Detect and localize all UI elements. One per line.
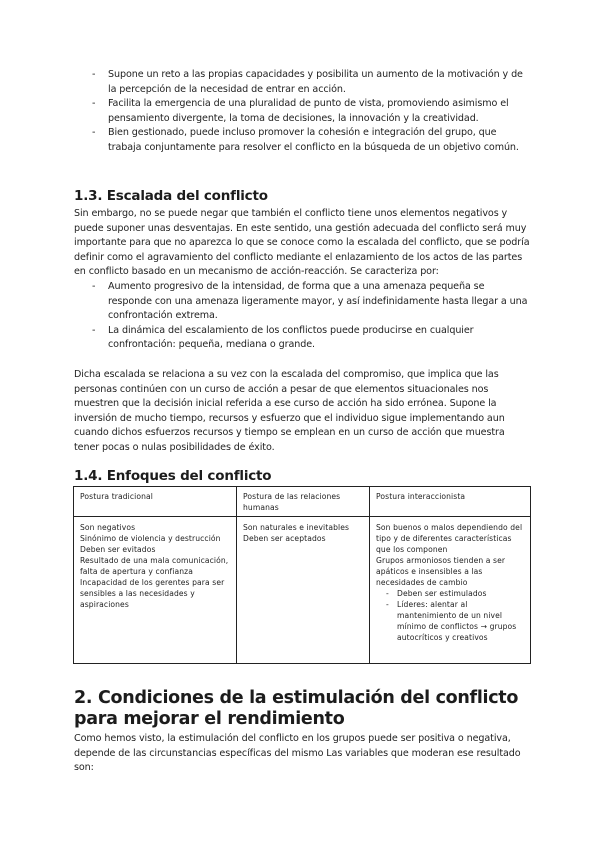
escalada-bullet-list (75, 280, 530, 353)
list-item: - Bien gestionado, puede incluso promover la cohesión e integración del grupo, que trabaja conjuntamente para resolver el conflicto en la búsqueda de un objetivo común. (75, 126, 530, 155)
list-item: - La dinámica del escalamiento de los conflictos puede producirse en cualquier confrontación: pequeña, mediana o grande. (75, 324, 530, 353)
table-header-cell: Postura tradicional (74, 487, 237, 517)
list-item: - Supone un reto a las propias capacidades y posibilita un aumento de la motivación y de la percepción de la necesidad de entrar en acción. (75, 68, 530, 97)
condiciones-paragraph: Como hemos visto, la estimulación del conflicto en los grupos puede ser positiva o negativa, depende de las circunstancias específicas del mismo Las variables que moderan ese resultado son: (74, 733, 521, 774)
compromiso-paragraph: Dicha escalada se relaciona a su vez con la escalada del compromiso, que implica que las personas continúen con un curso de acción a pesar de que elementos situacionales nos muestren que la decisión inicial referida a ese curso de acción ha sido errónea. Supone la inversión de mucho tiempo, recursos y esfuerzo que el individuo sigue implementando aun cuando dichos esfuerzos recursos y tiempo se emplean en un curso de acción que muestra tener pocas o nulas posibilidades de éxito. (74, 369, 505, 453)
escalada-paragraph: Sin embargo, no se puede negar que también el conflicto tiene unos elementos negativos y puede suponer unas desventajas. En este sentido, una gestión adecuada del conflicto será muy importante para que no aparezca lo que se conoce como la escalada del conflicto, que se podría definir como el agravamiento del conflicto mediante el enlazamiento de los actos de las partes en conflicto basado en un mecanismo de acción-reacción. Se caracteriza por: (74, 208, 530, 278)
section-heading-1-3: 1.3. Escalada del conflicto (74, 188, 268, 204)
table-header-cell: Postura interaccionista (370, 487, 531, 517)
section-heading-2: 2. Condiciones de la estimulación del conflicto para mejorar el rendimiento (74, 688, 519, 729)
table-header-cell: Postura de las relaciones humanas (237, 487, 370, 517)
table-row (74, 517, 531, 664)
table-cell-tradicional: Son negativos Sinónimo de violencia y destrucción Deben ser evitados Resultado de una mala comunicación, falta de apertura y confianza Incapacidad de los gerentes para ser sensibles a las necesidades y aspiraciones (74, 517, 237, 664)
list-item: - Facilita la emergencia de una pluralidad de punto de vista, promoviendo asimismo el pensamiento divergente, la toma de decisiones, la innovación y la creatividad. (75, 97, 530, 126)
enfoques-table (73, 486, 531, 664)
list-item: - Líderes: alentar al mantenimiento de un nivel mínimo de conflictos → grupos autocríticos y creativos (376, 599, 524, 643)
list-item: - Deben ser estimulados (376, 588, 524, 599)
intro-bullet-list (75, 68, 530, 156)
table-cell-interaccionista: Son buenos o malos dependiendo del tipo y de diferentes características que los componen Grupos armoniosos tienden a ser apáticos e insensibles a las necesidades de cambio - Deben ser estimulados - Líderes: alentar al mantenimiento de un nivel mínimo de conflictos → grupos autocríticos y creativos (370, 517, 531, 664)
section-heading-1-4: 1.4. Enfoques del conflicto (74, 468, 272, 484)
interaccionista-sublist (376, 588, 524, 643)
table-header-row (74, 487, 531, 517)
list-item: - Aumento progresivo de la intensidad, de forma que a una amenaza pequeña se responde con una amenaza ligeramente mayor, y así indefinidamente hasta llegar a una confrontación extrema. (75, 280, 530, 324)
table-cell-relaciones-humanas: Son naturales e inevitables Deben ser aceptados (237, 517, 370, 664)
